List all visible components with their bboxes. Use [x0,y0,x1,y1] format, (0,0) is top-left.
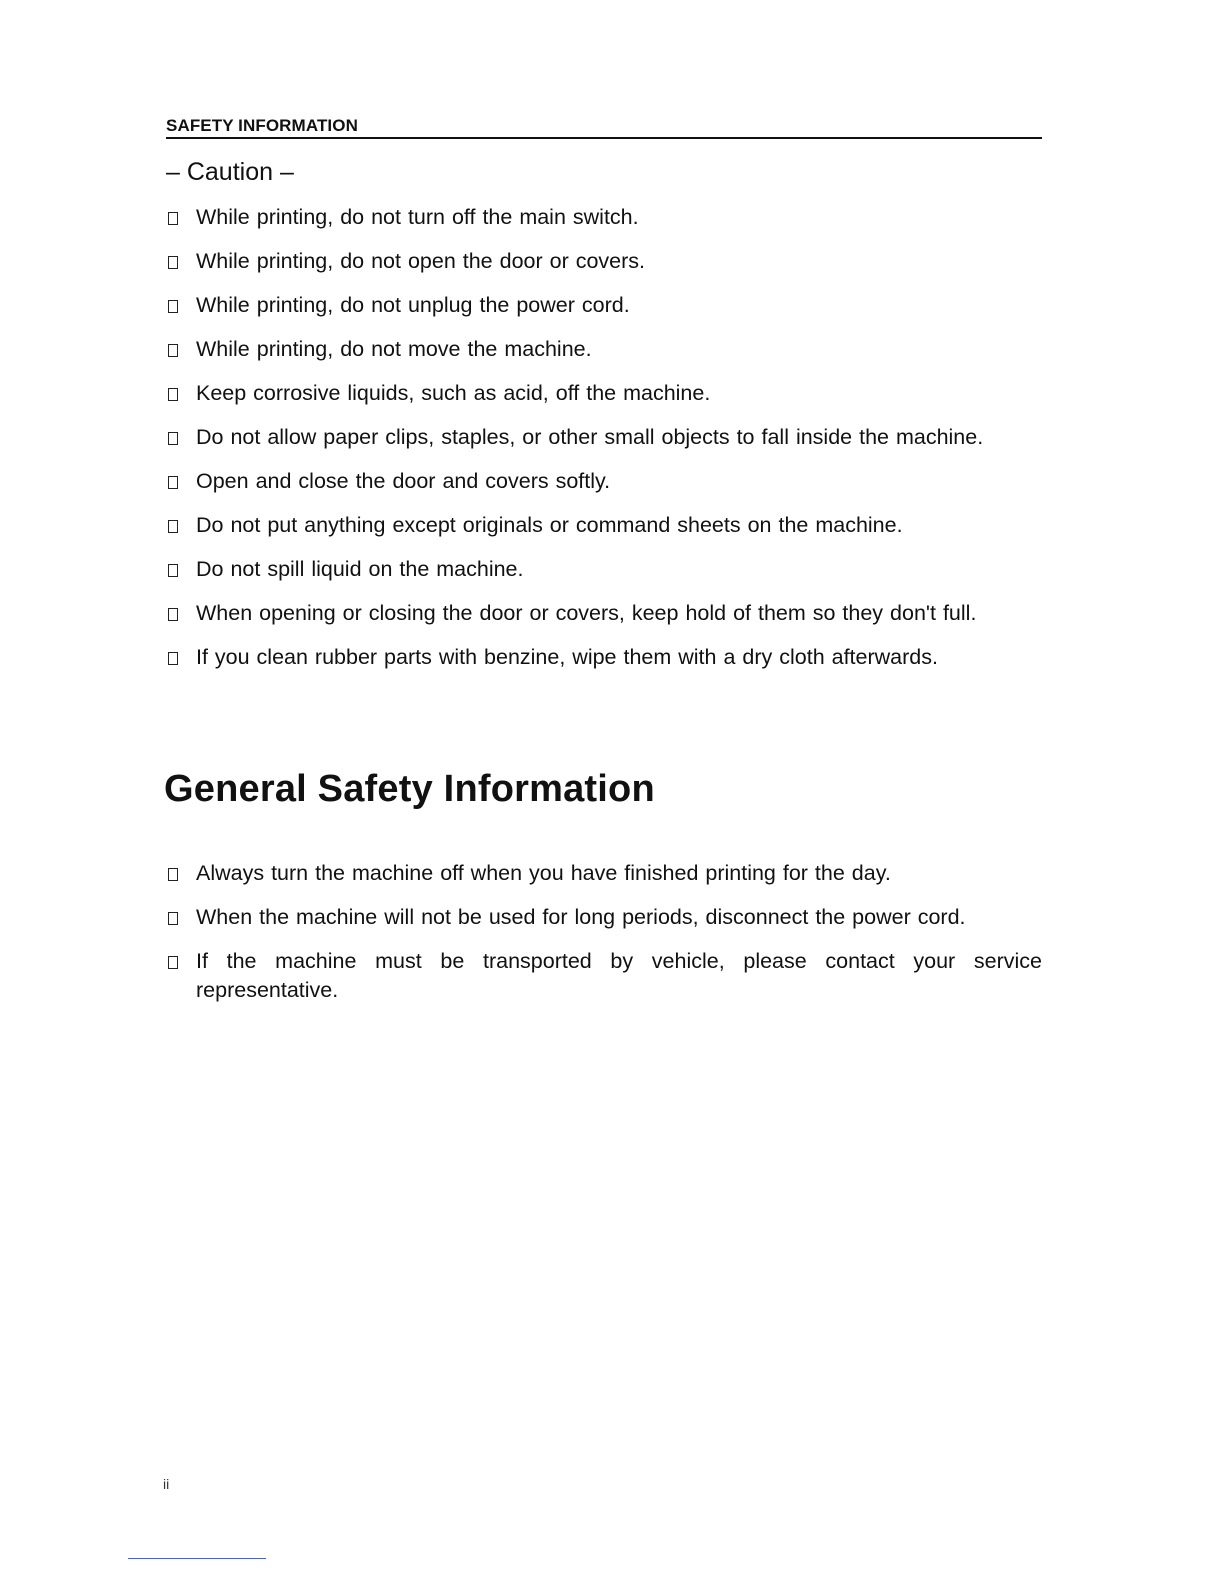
checkbox-icon [168,388,178,401]
list-item: Do not spill liquid on the machine. [166,555,1042,584]
list-item: Always turn the machine off when you have finished printing for the day. [166,859,1042,888]
list-item: Keep corrosive liquids, such as acid, off the machine. [166,379,1042,408]
list-item: Open and close the door and covers softly. [166,467,1042,496]
list-item: If the machine must be transported by vehicle, please contact your service representative. [166,947,1042,1005]
checkbox-icon [168,256,178,269]
checkbox-icon [168,868,178,881]
checkbox-icon [168,956,178,969]
list-item: If you clean rubber parts with benzine, wipe them with a dry cloth afterwards. [166,643,1042,672]
list-item: While printing, do not open the door or covers. [166,247,1042,276]
bottom-divider [128,1558,266,1559]
checkbox-icon [168,652,178,665]
checkbox-icon [168,212,178,225]
caution-title: – Caution – [166,158,294,186]
list-item: When opening or closing the door or covers, keep hold of them so they don't full. [166,599,1042,628]
checkbox-icon [168,344,178,357]
page-number: ii [163,1476,170,1492]
section-header [166,116,1042,139]
checkbox-icon [168,608,178,621]
section-title: SAFETY INFORMATION [166,116,358,135]
list-item: While printing, do not turn off the main switch. [166,203,1042,232]
general-safety-heading: General Safety Information [164,768,655,810]
list-item: Do not put anything except originals or command sheets on the machine. [166,511,1042,540]
list-item: While printing, do not move the machine. [166,335,1042,364]
checkbox-icon [168,520,178,533]
checkbox-icon [168,564,178,577]
general-safety-list [166,859,1042,1020]
checkbox-icon [168,912,178,925]
list-item: When the machine will not be used for long periods, disconnect the power cord. [166,903,1042,932]
checkbox-icon [168,432,178,445]
list-item: Do not allow paper clips, staples, or other small objects to fall inside the machine. [166,423,1042,452]
checkbox-icon [168,300,178,313]
list-item: While printing, do not unplug the power cord. [166,291,1042,320]
checkbox-icon [168,476,178,489]
caution-list [166,203,1042,687]
